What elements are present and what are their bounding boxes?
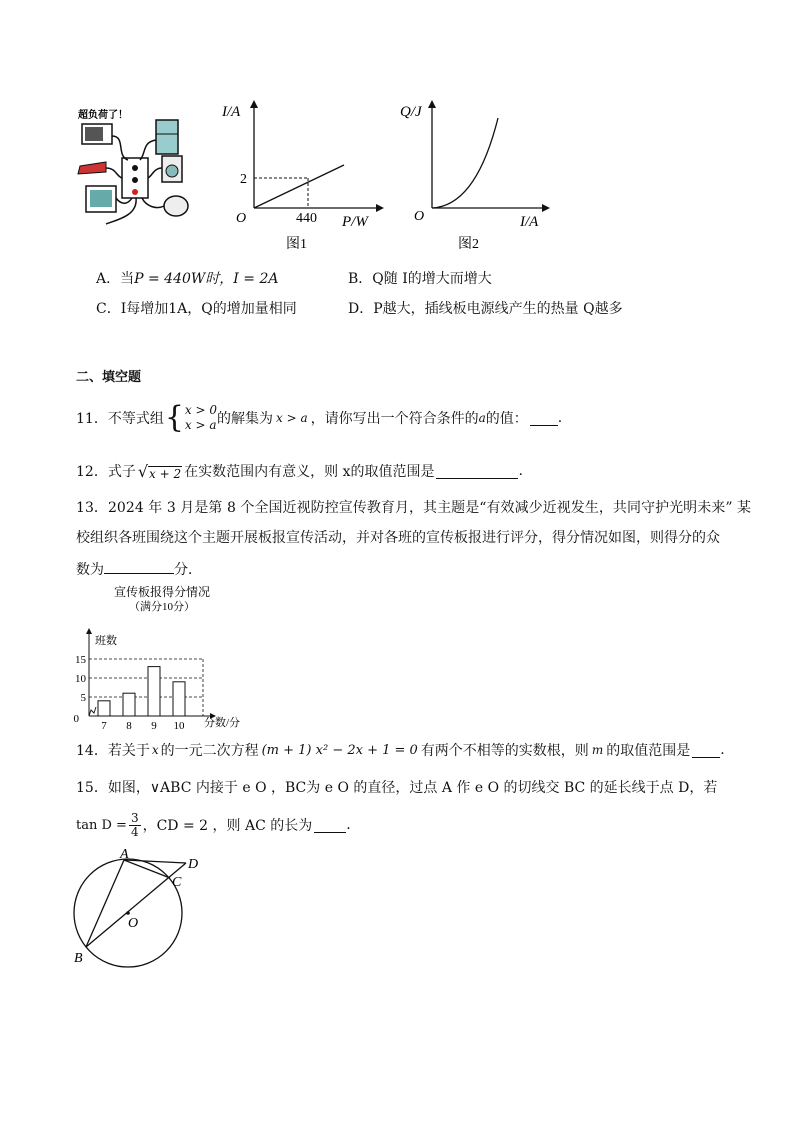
figure-1-graph [216,98,386,258]
q13-answer-blank[interactable] [104,559,174,574]
q12-prefix: 式子 [107,464,136,480]
overload-caption: 超负荷了！ [78,110,128,121]
q12-post: 在实数范围内有意义，则 x的取值范围是 [184,464,435,480]
question-11 [76,398,562,438]
q11-system-line-2: x > a [184,418,217,432]
figure-2 [396,98,556,258]
q12-number: 12． [76,464,108,480]
q11-system-line-1: x > 0 [184,403,218,417]
fig1-x-label: P/W [342,214,368,230]
chart-y-label: 班数 [95,635,117,647]
point-o-label: O [128,916,139,931]
q15-end: . [346,817,351,833]
q13-line-3-suffix: 分． [174,562,202,578]
q15-fraction-numerator: 3 [130,810,139,825]
q11-brace: { [164,400,184,435]
option-c: C．I每增加1A，Q的增加量相同 [96,301,297,317]
option-d: D．P越大，插线板电源线产生的热量 Q越多 [348,301,623,317]
fig1-y-label: I/A [222,104,241,120]
q11-prefix: 不等式组 [107,411,164,427]
overload-cartoon [76,106,194,230]
question-14 [76,738,725,762]
figure-2-graph [396,98,556,258]
bar-9 [148,667,160,716]
q11-answer-blank[interactable] [530,411,558,426]
point-a-label: A [120,847,129,862]
q14-middle: 的一元二次方程 [160,743,259,759]
q12-answer-blank[interactable] [436,464,518,479]
q14-variable: x [151,743,159,757]
q15-tan-prefix: tan D = [76,817,127,833]
score-chart-svg [70,582,270,732]
q14-prefix: 若关于 [107,743,150,759]
q15-fraction-denominator: 4 [130,824,139,839]
bar-7 [98,701,110,716]
circle-figure-svg [68,846,218,972]
y-tick-label: 0 [73,713,79,725]
q13-line-3 [76,559,202,580]
fig1-caption: 图1 [286,237,307,252]
circle-figure [68,846,218,972]
bar-10 [173,682,185,716]
q14-number: 14． [76,743,108,759]
option-b: B．Q随 I的增大而增大 [348,271,492,287]
option-a-condition: P = 440W时， [134,271,234,287]
q15-line-2-post: ，CD = 2 ，则 AC 的长为 [142,818,313,834]
q15-line-2 [76,808,351,842]
y-tick-label: 5 [80,692,86,704]
point-c-label: C [172,875,182,890]
option-a-prefix: A．当 [96,271,135,287]
chart-x-label: 分数/分 [204,717,241,729]
fig1-y-tick: 2 [240,172,247,187]
q14-end: . [720,742,725,758]
y-tick-label: 15 [75,654,86,666]
fig2-x-label: I/A [520,214,539,230]
q11-system [185,403,217,433]
x-tick-label: 7 [101,720,107,732]
chart-subtitle: （满分10分） [129,601,195,613]
question-12 [76,459,523,483]
q14-equation: (m + 1) x² − 2x + 1 = 0 [261,742,418,758]
x-tick-label: 10 [173,720,185,732]
chart-title: 宣传板报得分情况 [113,585,211,599]
q15-line-1: 15．如图，∨ABC 内接于 e O ，BC为 e O 的直径，过点 A 作 e O 的切线交 BC 的延长线于点 D，若 [76,780,718,796]
fig1-x-tick: 440 [296,211,317,226]
q11-end: . [557,410,563,426]
y-tick-label: 10 [75,673,86,685]
point-d-label: D [188,857,199,872]
fig2-caption: 图2 [458,237,479,252]
q14-post: 有两个不相等的实数根，则 [420,743,589,759]
q12-radicand: x + 2 [149,466,182,481]
q13-line-3-prefix: 数为 [76,562,104,578]
q13-line-2: 校组织各班围绕这个主题开展板报宣传活动，并对各班的宣传板报进行评分，得分情况如图，则得分的众 [76,530,720,546]
q15-fraction [129,812,141,839]
figure-1 [216,98,386,258]
q11-post: ，请你写出一个符合条件的 [310,411,479,427]
q12-end: . [518,463,523,479]
q14-answer-blank[interactable] [692,743,720,758]
q13-line-1: 13．2024 年 3 月是第 8 个全国近视防控宣传教育月，其主题是“有效减少近视发生，共同守护光明未来” 某 [76,500,752,516]
x-tick-label: 8 [126,720,132,732]
bar-8 [123,693,135,716]
x-tick-label: 9 [151,720,157,732]
fig2-origin: O [414,209,425,224]
q11-variable: a [478,411,486,425]
q14-m: m [591,743,604,757]
q11-middle: 的解集为 [217,411,274,427]
q14-post2: 的取值范围是 [606,743,691,759]
q12-sqrt: √ x + 2 [137,461,182,481]
score-chart [70,582,270,732]
q11-solution: x > a [276,411,308,425]
option-a [96,269,278,289]
option-a-result: I = 2A [233,271,279,287]
q11-number: 11． [76,411,108,427]
point-b-label: B [74,951,83,966]
q15-answer-blank[interactable] [314,818,346,833]
q11-post2: 的值： [485,411,528,427]
fig1-origin: O [236,211,247,226]
overload-cartoon-drawing [76,106,194,230]
fig2-y-label: Q/J [400,104,422,120]
section-title: 二、填空题 [76,370,142,385]
